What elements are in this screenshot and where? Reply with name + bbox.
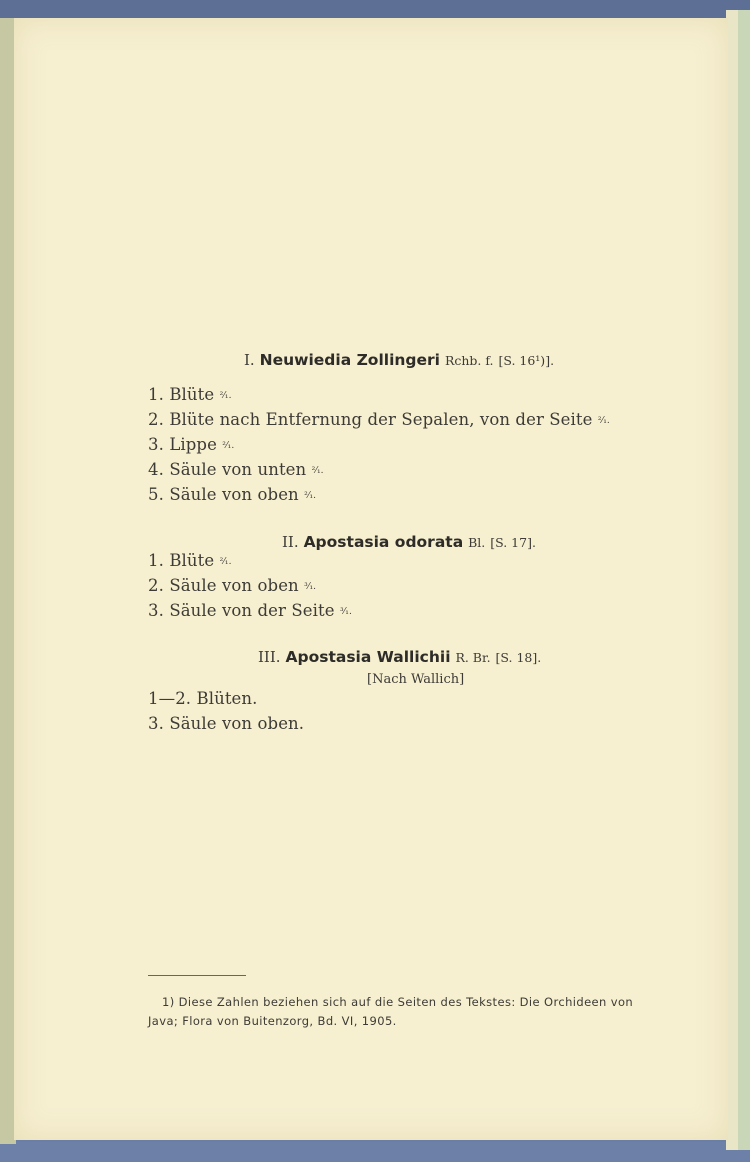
species-authority: Rchb. f. xyxy=(444,353,494,368)
species-authority: R. Br. xyxy=(455,650,491,665)
book-page xyxy=(14,18,728,1140)
book-cover-top xyxy=(0,0,750,20)
item-text: Blüten. xyxy=(196,689,258,708)
item-scale: ³⁄₁. xyxy=(339,607,352,617)
item-number: 2. xyxy=(148,576,164,595)
list-item xyxy=(148,435,234,454)
species-name: Apostasia Wallichii xyxy=(285,648,451,666)
item-number: 1. xyxy=(148,551,164,570)
item-scale: ²⁄₁. xyxy=(219,557,232,567)
list-item xyxy=(148,576,316,595)
item-scale: ²⁄₁. xyxy=(597,416,610,426)
list-item xyxy=(148,551,232,570)
item-scale: ³⁄₁. xyxy=(304,582,317,592)
item-text: Blüte xyxy=(169,385,215,404)
item-text: Säule von oben xyxy=(169,576,299,595)
item-number: 1. xyxy=(148,385,164,404)
footnote-line-2: Java; Flora von Buitenzorg, Bd. VI, 1905. xyxy=(148,1014,397,1028)
section-number: II. xyxy=(282,533,299,551)
item-text: Blüte nach Entfernung der Sepalen, von der Seite xyxy=(169,410,593,429)
footnote-line-1: 1) Diese Zahlen beziehen sich auf die Seiten des Tekstes: Die Orchideen von xyxy=(162,995,634,1009)
list-item xyxy=(148,410,610,429)
page-reference: [S. 17]. xyxy=(490,535,536,550)
page-reference: [S. 16¹)]. xyxy=(498,353,555,368)
item-number: 1—2. xyxy=(148,689,192,708)
section-heading-3 xyxy=(258,648,541,666)
item-text: Säule von oben xyxy=(169,485,299,504)
item-number: 3. xyxy=(148,601,164,620)
list-item xyxy=(148,485,316,504)
item-text: Lippe xyxy=(169,435,217,454)
species-authority: Bl. xyxy=(468,535,486,550)
list-item xyxy=(148,460,324,479)
section-number: III. xyxy=(258,648,281,666)
item-number: 5. xyxy=(148,485,164,504)
section-subheading: [Nach Wallich] xyxy=(367,672,465,687)
section-heading-2 xyxy=(282,533,536,551)
species-name: Apostasia odorata xyxy=(303,533,464,551)
page-reference: [S. 18]. xyxy=(495,650,542,665)
item-scale: ²⁄₁. xyxy=(311,466,324,476)
footnote-rule xyxy=(148,975,246,976)
item-text: Säule von der Seite xyxy=(169,601,335,620)
item-number: 2. xyxy=(148,410,164,429)
list-item xyxy=(148,601,352,620)
book-cover-bottom xyxy=(0,1142,750,1162)
page-edge-right-back xyxy=(738,10,750,1150)
list-item xyxy=(148,714,304,733)
species-name: Neuwiedia Zollingeri xyxy=(259,351,440,369)
item-text: Säule von unten xyxy=(169,460,307,479)
section-number: I. xyxy=(244,351,255,369)
item-scale: ²⁄₁. xyxy=(222,441,235,451)
item-scale: ²⁄₁. xyxy=(304,491,317,501)
list-item xyxy=(148,385,232,404)
item-text: Blüte xyxy=(169,551,215,570)
item-text: Säule von oben. xyxy=(169,714,305,733)
item-number: 4. xyxy=(148,460,164,479)
item-number: 3. xyxy=(148,435,164,454)
item-scale: ²⁄₁. xyxy=(219,391,232,401)
item-number: 3. xyxy=(148,714,164,733)
section-heading-1 xyxy=(244,351,554,369)
list-item xyxy=(148,689,258,708)
